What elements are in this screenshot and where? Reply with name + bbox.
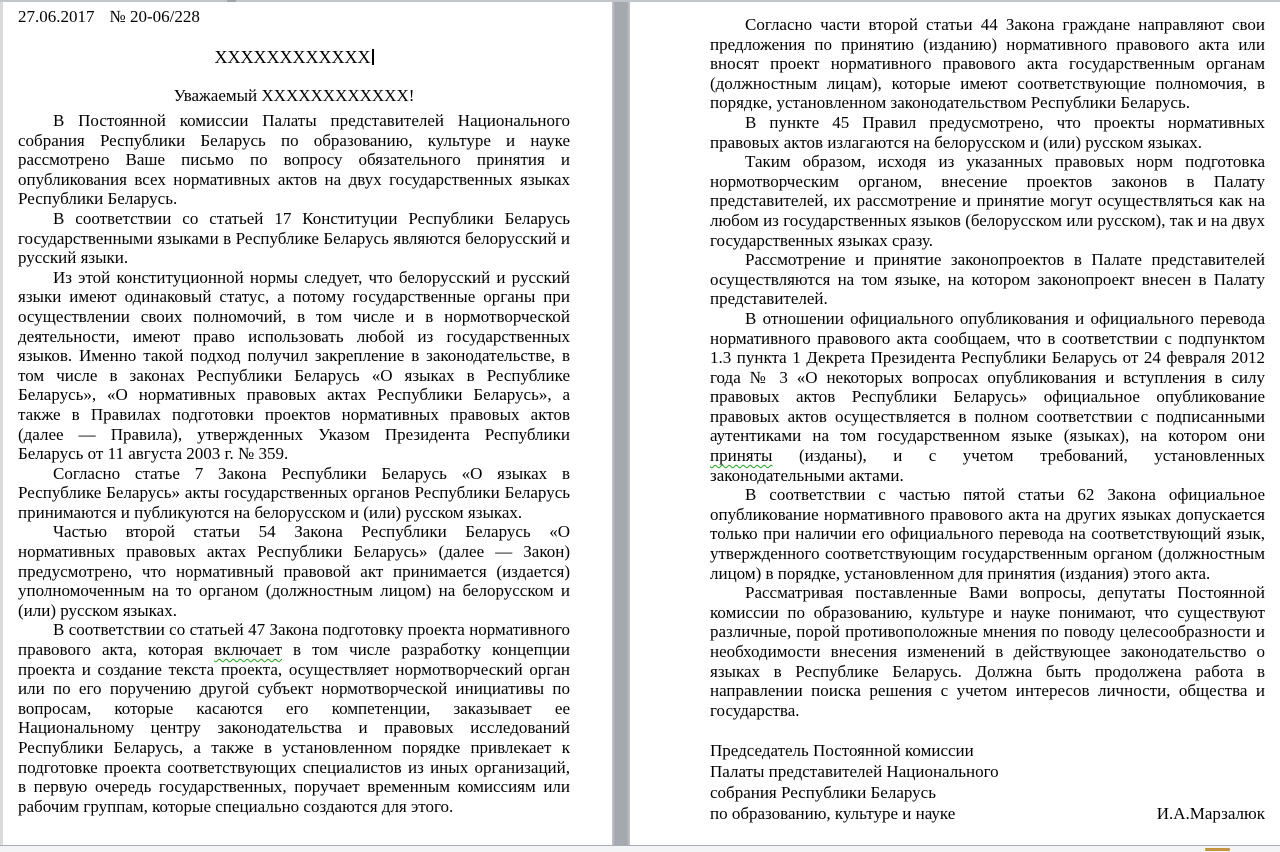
scrollbar-thumb[interactable]	[1205, 848, 1230, 851]
text-caret	[372, 49, 374, 65]
text-segment: Согласно статье 7 Закона Республики Беларусь «О языках в Республике Беларусь» акты государственных органов Республики Беларусь принимаются и публикуются на белорусском и (или) русском языках.	[18, 463, 570, 522]
letter-number: № 20-06/228	[109, 7, 200, 26]
paragraph[interactable]	[18, 268, 570, 464]
paragraph[interactable]	[18, 464, 570, 523]
text-segment: Из этой конституционной нормы следует, что белорусский и русский языки имеют одинаковый статус, а потому государственные органы при осуществлении своих полномочий, в том числе и в нормотворческой деятельности, имеют право использовать любой из государственных языков. Именно такой подход получил закрепление в законодательстве, в том числе в законах Республики Беларусь «О языках в Республике Беларусь», «О нормативных правовых актах Республики Беларусь», а также в Правилах подготовки проектов нормативных правовых актов (далее — Правила), утвержденных Указом Президента Республики Беларусь от 11 августа 2003 г. № 359.	[18, 267, 570, 464]
page-1[interactable]	[3, 2, 612, 845]
letter-addressee-placeholder: XXXXXXXXXXXX	[214, 47, 371, 67]
paragraph[interactable]	[18, 209, 570, 268]
paragraph[interactable]	[710, 250, 1265, 309]
text-segment: В Постоянной комиссии Палаты представителей Национального собрания Республики Беларусь по образованию, культуре и науке рассмотрено Ваше письмо по вопросу обязательного принятия и опубликования всех нормативных актов на двух государственных языках Республики Беларусь.	[18, 111, 570, 209]
spellcheck-word: включает	[214, 640, 283, 660]
text-segment: В соответствии со статьей 47 Закона подготовку проекта нормативного правового акта, которая	[18, 620, 570, 660]
letter-date-line[interactable]	[18, 7, 570, 27]
signature-name: И.А.Марзалюк	[1156, 803, 1265, 823]
paragraph[interactable]	[18, 111, 570, 209]
paragraph[interactable]	[18, 522, 570, 620]
paragraph[interactable]	[710, 152, 1265, 250]
page-2[interactable]	[630, 2, 1280, 845]
signature-line: по образованию, культуре и науке	[710, 803, 956, 823]
paragraph[interactable]	[710, 583, 1265, 720]
signature-block[interactable]	[710, 741, 1265, 824]
paragraph[interactable]	[710, 15, 1265, 113]
text-segment: Рассматривая поставленные Вами вопросы, депутаты Постоянной комиссии по образованию, культуре и науке понимают, что существуют различные, порой противоположные мнения по поводу целесообразности и необходимости внесения изменений в действующее законодательство о языках в Республике Беларусь. Должна быть продолжена работа в направлении поиска решения с учетом интересов личности, общества и государства.	[710, 583, 1265, 720]
horizontal-scrollbar[interactable]	[0, 845, 1280, 852]
text-segment: (изданы), и с учетом требований, установленных законодательными актами.	[710, 446, 1265, 485]
page1-body[interactable]	[18, 111, 570, 816]
text-segment: В отношении официального опубликования и официального перевода нормативного правового акта сообщаем, что в соответствии с подпунктом 1.3 пункта 1 Декрета Президента Республики Беларусь от 24 февраля 2012 года № 3 «О некоторых вопросах опубликования и вступления в силу правовых актов Республики Беларусь» официальное опубликование правовых актов осуществляется в полном соответствии с подписанными аутентиками на том государственном языке (языках), на котором они	[710, 308, 1265, 446]
paragraph[interactable]	[710, 485, 1265, 583]
page-gap	[612, 2, 630, 845]
text-segment: В соответствии со статьей 17 Конституции Республики Беларусь государственными языками в Республике Беларусь являются белорусский и русский языки.	[18, 208, 570, 268]
text-segment: Таким образом, исходя из указанных правовых норм подготовка нормотворческим органом, внесение проектов законов в Палату представителей, их рассмотрение и принятие могут осуществляться как на любом из государственных языков (белорусском или русском), так и на двух государственных языках сразу.	[710, 152, 1265, 250]
text-segment: В пункте 45 Правил предусмотрено, что проекты нормативных правовых актов излагаются на белорусском и (или) русском языках.	[710, 112, 1265, 152]
paragraph[interactable]	[710, 309, 1265, 485]
spellcheck-word: приняты	[710, 446, 773, 466]
signature-line: Палаты представителей Национального	[710, 762, 999, 782]
text-segment: в том числе разработку концепции проекта и создание текста проекта, осуществляет нормотворческий орган или по его поручению другой субъект нормотворческой инициативы по вопросам, которые касаются его компетенции, заказывает ее Национальному центру законодательства и правовых исследований Республики Беларусь, а также в установленном порядке привлекает к подготовке проекта соответствующих специалистов из иных организаций, в первую очередь государственных, поручает временным комиссиям или рабочим группам, которые специально создаются для этого.	[18, 640, 570, 816]
signature-line: Председатель Постоянной комиссии	[710, 741, 974, 761]
text-segment: Согласно части второй статьи 44 Закона граждане направляют свои предложения по принятию (изданию) нормативного правового акта или вносят проект нормативного правового акта государственным органам (должностным лицам), которые имеют соответствующие полномочия, в порядке, установленном законодательством Республики Беларусь.	[710, 15, 1265, 113]
letter-addressee-line[interactable]	[18, 47, 570, 67]
text-segment: Частью второй статьи 54 Закона Республики Беларусь «О нормативных правовых актах Республики Беларусь» (далее — Закон) предусмотрено, что нормативный правовой акт принимается (издается) уполномоченным на то органом (должностным лицом) на белорусском и (или) русском языках.	[18, 522, 570, 620]
paragraph[interactable]	[710, 113, 1265, 152]
letter-greeting[interactable]: Уважаемый XXXXXXXXXXXX!	[173, 86, 415, 105]
letter-date: 27.06.2017	[18, 7, 95, 26]
text-segment: В соответствии с частью пятой статьи 62 Закона официальное опубликование нормативного правового акта на других языках допускается только при наличии его официального перевода на соответствующий язык, утвержденного соответствующим государственным органом (должностным лицом) в порядке, установленном для принятия (издания) этого акта.	[710, 485, 1265, 583]
signature-line: собрания Республики Беларусь	[710, 782, 936, 802]
page2-body[interactable]	[710, 15, 1265, 720]
text-segment: Рассмотрение и принятие законопроектов в Палате представителей осуществляются на том языке, на котором законопроект внесен в Палату представителей.	[710, 250, 1265, 309]
paragraph[interactable]	[18, 620, 570, 816]
